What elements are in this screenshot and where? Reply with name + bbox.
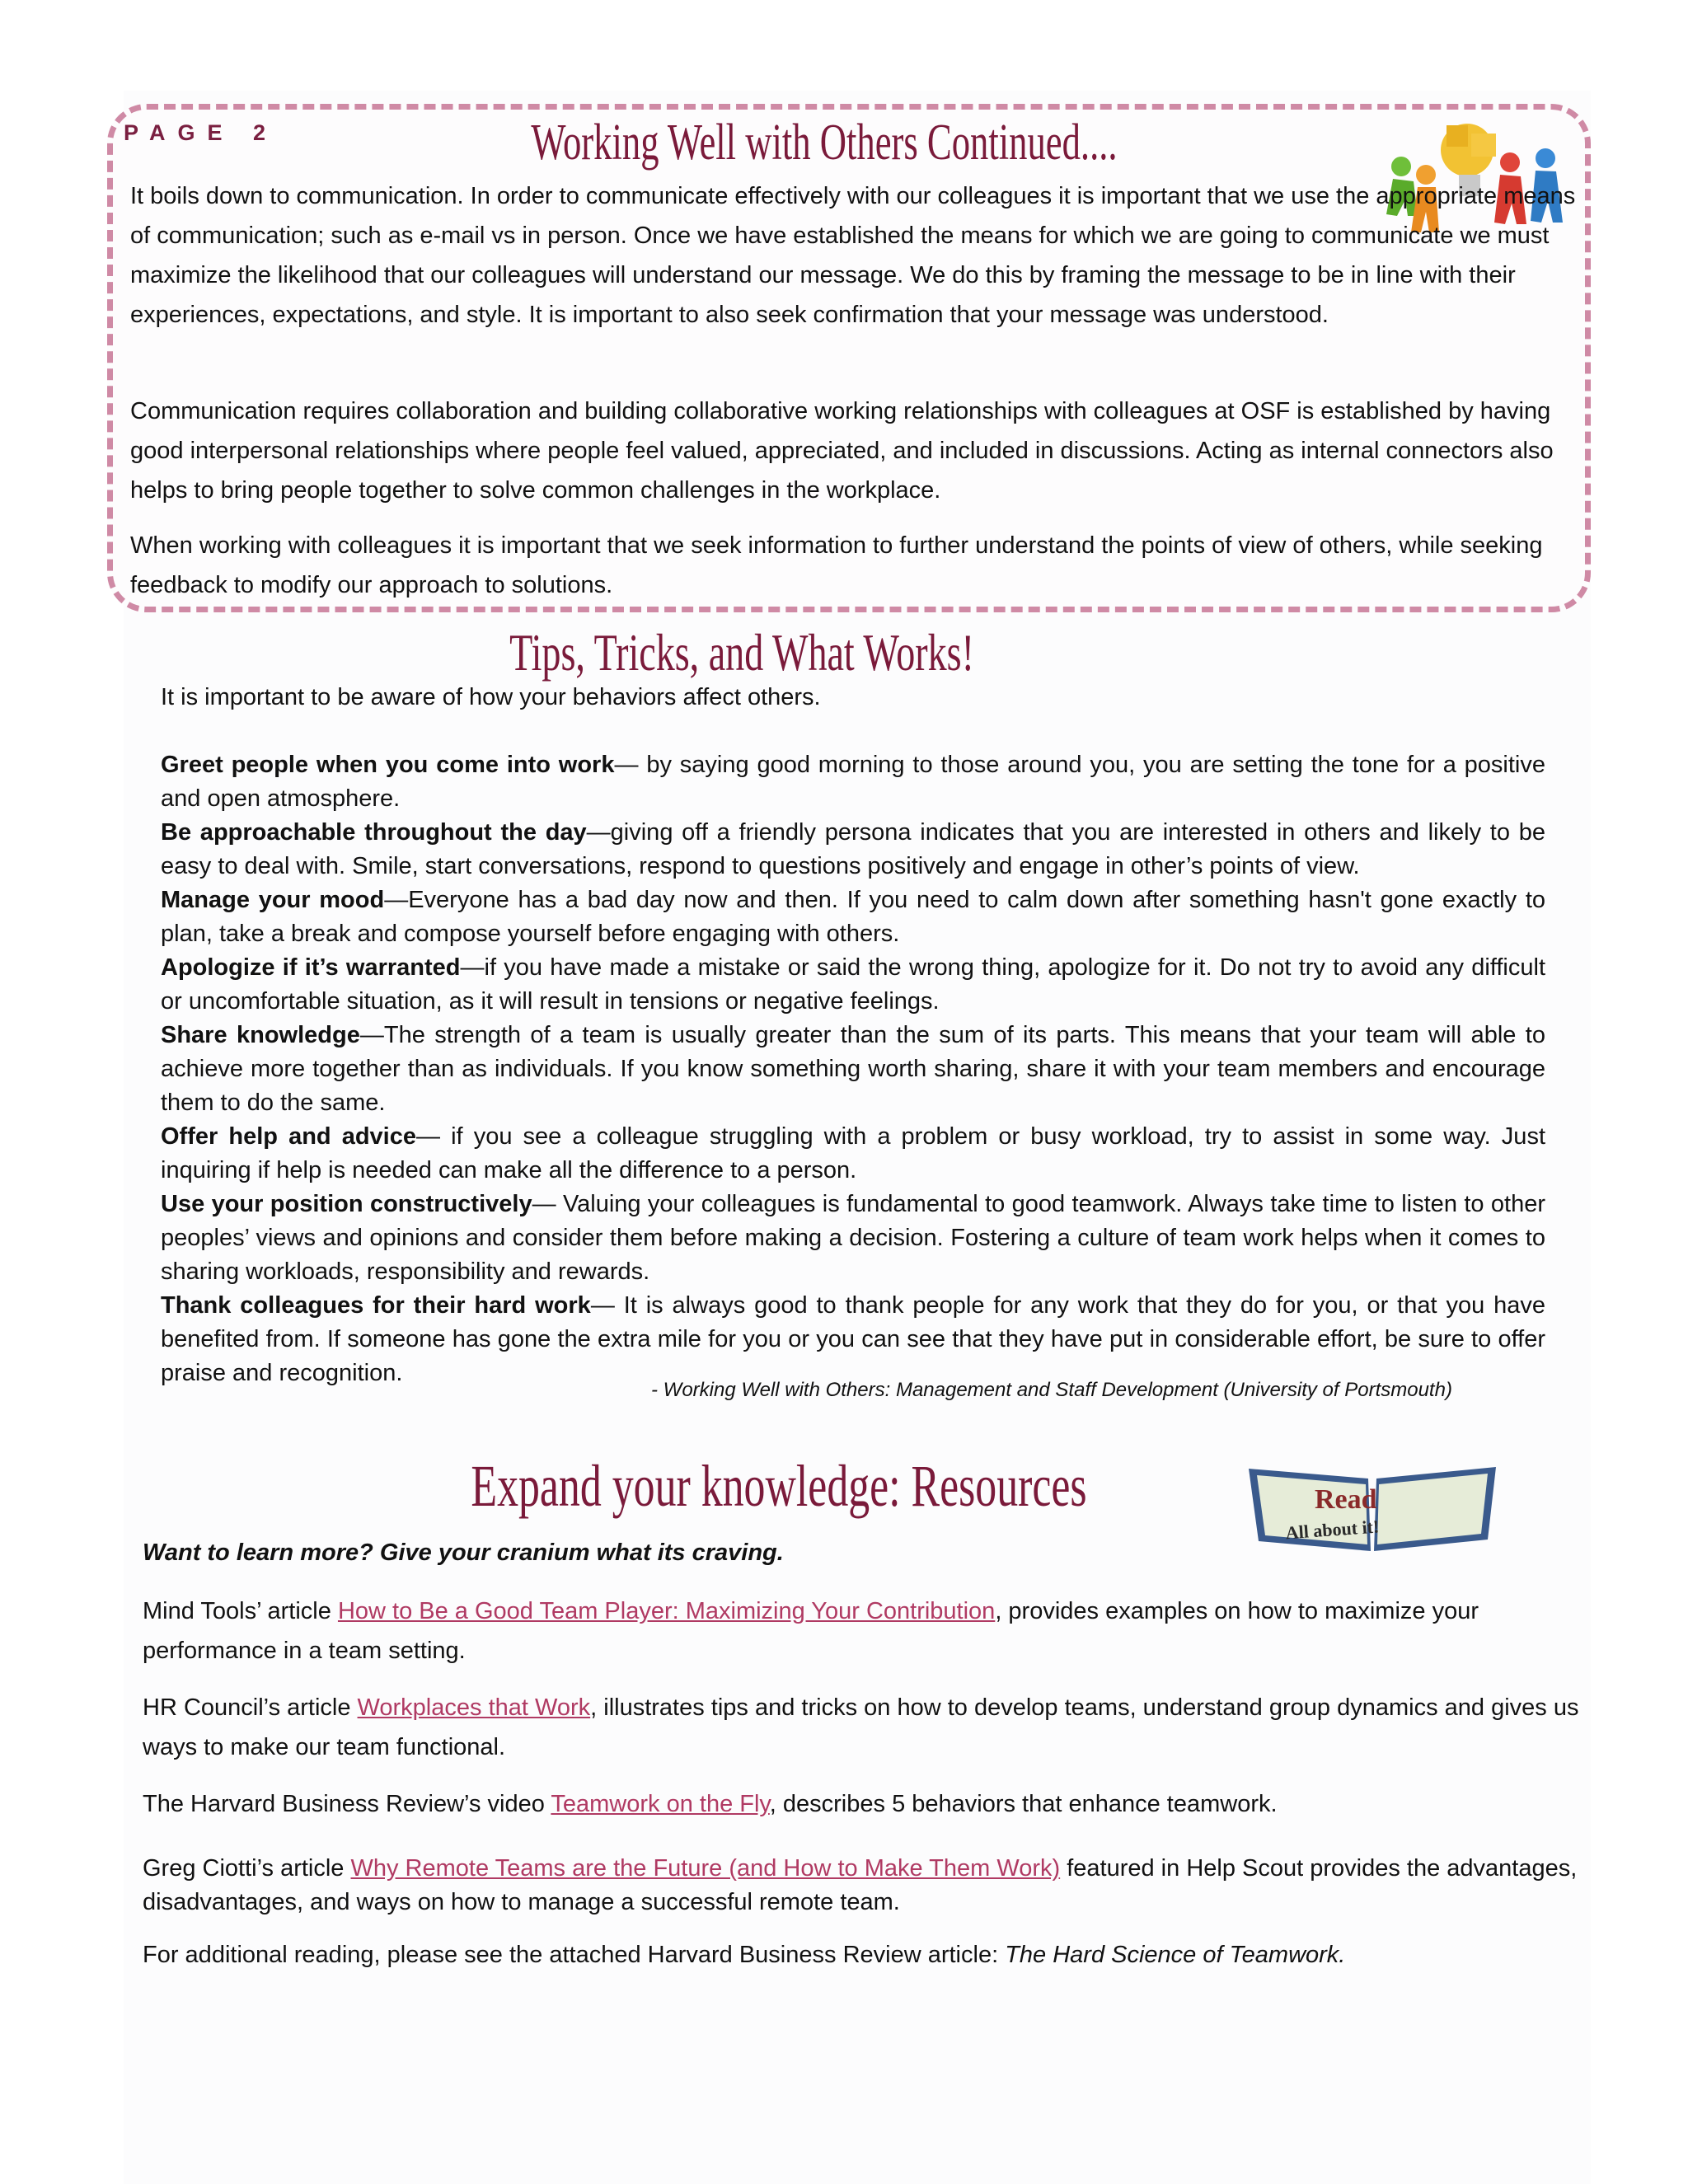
section-title-resources: Expand your knowledge: Resources	[471, 1453, 1087, 1519]
closing-text: For additional reading, please see the attached Harvard Business Review article:	[143, 1942, 1006, 1968]
tips-list	[161, 681, 1545, 1390]
resource-before: HR Council’s article	[143, 1694, 358, 1721]
tip-text: — It is always good to thank people for any work that they do for you, or that you have benefited from. If someone has gone the extra mile for you or you can see that they have put in considerable effort, be sure to offer praise and recognition.	[161, 1292, 1545, 1386]
closing-article-title: The Hard Science of Teamwork.	[1005, 1942, 1346, 1968]
section-title-working-well: Working Well with Others Continued....	[531, 115, 1118, 171]
tip-text: — if you see a colleague struggling with a problem or busy workload, try to assist in some way. Just inquiring if help is needed can make all the difference to a person.	[161, 1123, 1545, 1183]
tip-item	[161, 816, 1545, 883]
tip-text: —Everyone has a bad day now and then. If you need to calm down after something hasn't gone exactly to plan, take a break and compose yourself before engaging with others.	[161, 887, 1545, 947]
source-citation: - Working Well with Others: Management and Staff Development (University of Portsmouth)	[651, 1379, 1452, 1401]
resource-item	[143, 1688, 1585, 1767]
resource-item	[143, 1784, 1585, 1824]
tip-item	[161, 748, 1545, 816]
resource-link-workplaces[interactable]: Workplaces that Work	[357, 1694, 591, 1721]
resource-after: , illustrates tips and tricks on how to develop teams, understand group dynamics and gives us ways to make our team functional.	[143, 1694, 1579, 1760]
tip-label: Apologize if it’s warranted	[161, 954, 461, 981]
page-number-label: PAGE 2	[124, 120, 279, 145]
paragraph-feedback: When working with colleagues it is important that we seek information to further understand the points of view of others, while seeking feedback to modify our approach to solutions.	[130, 532, 1543, 598]
paragraph-communication: It boils down to communication. In order to communicate effectively with our colleagues it is important that we use the appropriate means of communication; such as e-mail vs in person. Once we have established the means for which we are going to communicate we must maximize the likelihood that our colleagues will understand our message. We do this by framing the message to be in line with their experiences, expectations, and style. It is important to also seek confirmation that your message was understood.	[130, 183, 1576, 328]
tip-label: Greet people when you come into work	[161, 752, 615, 778]
tip-label: Offer help and advice	[161, 1123, 417, 1150]
read-sign-line1: Read	[1315, 1484, 1377, 1515]
resource-before: The Harvard Business Review’s video	[143, 1791, 551, 1817]
resource-item	[143, 1591, 1585, 1671]
paragraph-collaboration: Communication requires collaboration and building collaborative working relationships with colleagues at OSF is established by having good interpersonal relationships where people feel valued, appreciated, and included in discussions. Acting as internal connectors also helps to bring people together to solve common challenges in the workplace.	[130, 398, 1554, 504]
tip-label: Thank colleagues for their hard work	[161, 1292, 591, 1319]
closing-note	[143, 1935, 1585, 1975]
tip-label: Be approachable throughout the day	[161, 819, 587, 846]
read-sign-line2: All about it!	[1284, 1516, 1381, 1544]
tip-text: — by saying good morning to those around you, you are setting the tone for a positive and open atmosphere.	[161, 752, 1545, 812]
resource-before: Greg Ciotti’s article	[143, 1855, 351, 1882]
tip-text: —if you have made a mistake or said the wrong thing, apologize for it. Do not try to avoid any difficult or uncomfortable situation, as it will result in tensions or negative feelings.	[161, 954, 1545, 1015]
resource-after: , describes 5 behaviors that enhance teamwork.	[769, 1791, 1278, 1817]
resources-lead: Want to learn more? Give your cranium what its craving.	[143, 1540, 784, 1566]
tip-label: Use your position constructively	[161, 1191, 532, 1217]
resource-before: Mind Tools’ article	[143, 1598, 338, 1624]
tip-item	[161, 951, 1545, 1019]
tip-item	[161, 1188, 1545, 1289]
tip-item	[161, 1019, 1545, 1120]
resource-link-remote-teams[interactable]: Why Remote Teams are the Future (and How to Make Them Work)	[350, 1855, 1061, 1882]
tips-intro: It is important to be aware of how your behaviors affect others.	[161, 684, 821, 710]
tip-item	[161, 883, 1545, 951]
tip-text: —giving off a friendly persona indicates that you are interested in others and likely to be easy to deal with. Smile, start conversations, respond to questions positively and engage in other’s points of view.	[161, 819, 1545, 879]
tip-label: Share knowledge	[161, 1022, 360, 1048]
section-title-tips: Tips, Tricks, and What Works!	[509, 623, 974, 682]
tip-label: Manage your mood	[161, 887, 385, 913]
tip-text: — Valuing your colleagues is fundamental to good teamwork. Always take time to listen to other peoples’ views and opinions and consider them before making a decision. Fostering a culture of team work helps when it comes to sharing workloads, responsibility and rewards.	[161, 1191, 1545, 1285]
tip-text: —The strength of a team is usually greater than the sum of its parts. This means that your team will able to achieve more together than as individuals. If you know something worth sharing, share it with your team members and encourage them to do the same.	[161, 1022, 1545, 1116]
resource-link-teamwork-fly[interactable]: Teamwork on the Fly	[551, 1791, 770, 1817]
tip-item	[161, 1289, 1545, 1390]
resource-link-team-player[interactable]: How to Be a Good Team Player: Maximizing Your Contribution	[337, 1598, 996, 1624]
tip-item	[161, 1120, 1545, 1188]
resource-after: featured in Help Scout provides the advantages, disadvantages, and ways on how to manage a successful remote team.	[143, 1855, 1578, 1915]
resource-item	[143, 1852, 1585, 1919]
resource-after: , provides examples on how to maximize your performance in a team setting.	[143, 1598, 1479, 1664]
